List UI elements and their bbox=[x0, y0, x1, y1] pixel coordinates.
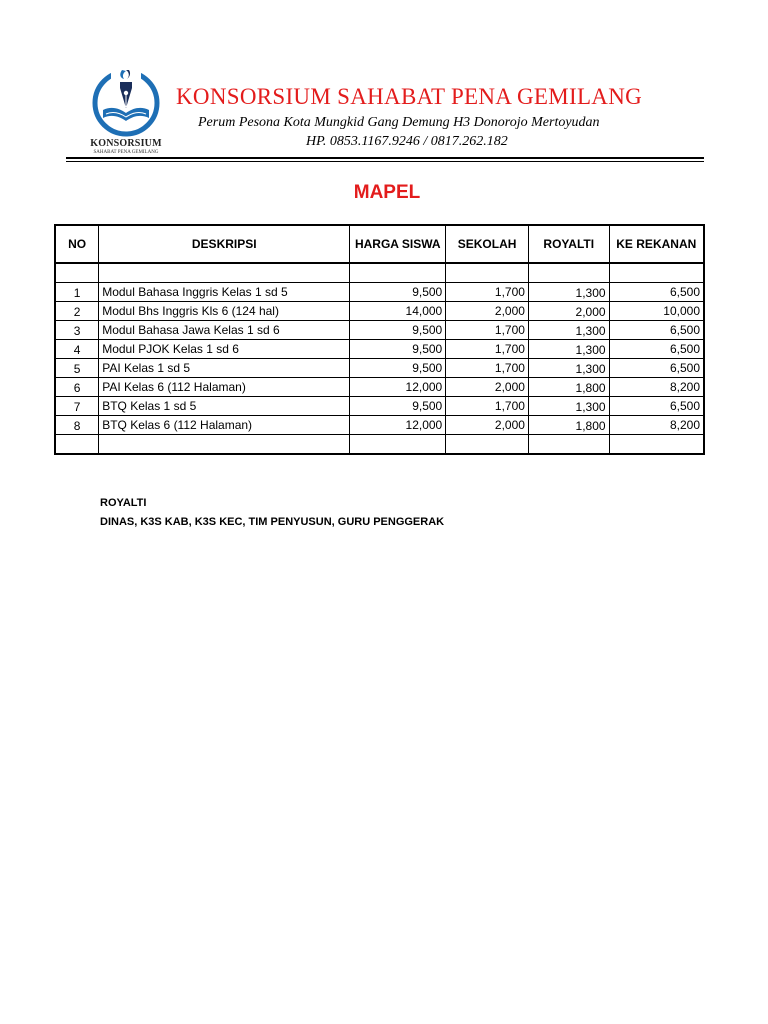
row-no: 1 bbox=[55, 283, 99, 302]
organization-address: Perum Pesona Kota Mungkid Gang Demung H3 Donorojo Mertoyudan bbox=[198, 115, 600, 130]
row-royalti: 1,800 bbox=[528, 378, 609, 397]
table-row bbox=[55, 416, 704, 435]
table-row bbox=[55, 283, 704, 302]
row-harga-siswa: 9,500 bbox=[350, 340, 446, 359]
row-ke-rekanan: 6,500 bbox=[609, 321, 704, 340]
letterhead-divider bbox=[66, 157, 704, 159]
row-no: 6 bbox=[55, 378, 99, 397]
row-harga-siswa: 9,500 bbox=[350, 397, 446, 416]
row-sekolah: 1,700 bbox=[446, 321, 529, 340]
table-row bbox=[55, 378, 704, 397]
row-ke-rekanan: 6,500 bbox=[609, 340, 704, 359]
row-description: PAI Kelas 1 sd 5 bbox=[99, 359, 350, 378]
empty-cell bbox=[446, 263, 529, 283]
table-header-row bbox=[55, 225, 704, 263]
column-header-sekolah: SEKOLAH bbox=[446, 225, 529, 263]
row-harga-siswa: 14,000 bbox=[350, 302, 446, 321]
empty-cell bbox=[528, 435, 609, 455]
row-sekolah: 2,000 bbox=[446, 378, 529, 397]
row-ke-rekanan: 8,200 bbox=[609, 378, 704, 397]
empty-cell bbox=[446, 435, 529, 455]
row-harga-siswa: 12,000 bbox=[350, 378, 446, 397]
row-sekolah: 1,700 bbox=[446, 340, 529, 359]
row-no: 7 bbox=[55, 397, 99, 416]
table-row bbox=[55, 359, 704, 378]
logo-text: KONSORSIUM bbox=[90, 138, 162, 149]
organization-name: KONSORSIUM SAHABAT PENA GEMILANG bbox=[176, 84, 643, 109]
row-harga-siswa: 12,000 bbox=[350, 416, 446, 435]
letterhead-divider-thin bbox=[66, 161, 704, 162]
logo-subtext: SAHABAT PENA GEMILANG bbox=[93, 150, 159, 155]
organization-phone: HP. 0853.1167.9246 / 0817.262.182 bbox=[306, 134, 508, 149]
row-royalti: 2,000 bbox=[528, 302, 609, 321]
row-ke-rekanan: 8,200 bbox=[609, 416, 704, 435]
row-description: Modul Bahasa Jawa Kelas 1 sd 6 bbox=[99, 321, 350, 340]
row-no: 3 bbox=[55, 321, 99, 340]
pen-book-emblem-icon bbox=[89, 66, 163, 140]
empty-row bbox=[55, 263, 704, 283]
row-ke-rekanan: 10,000 bbox=[609, 302, 704, 321]
row-sekolah: 1,700 bbox=[446, 359, 529, 378]
row-description: Modul Bahasa Inggris Kelas 1 sd 5 bbox=[99, 283, 350, 302]
royalty-label: ROYALTI bbox=[100, 497, 147, 509]
empty-cell bbox=[609, 263, 704, 283]
row-no: 4 bbox=[55, 340, 99, 359]
row-no: 8 bbox=[55, 416, 99, 435]
row-description: PAI Kelas 6 (112 Halaman) bbox=[99, 378, 350, 397]
row-royalti: 1,300 bbox=[528, 397, 609, 416]
empty-cell bbox=[528, 263, 609, 283]
row-royalti: 1,300 bbox=[528, 340, 609, 359]
row-sekolah: 2,000 bbox=[446, 416, 529, 435]
row-royalti: 1,300 bbox=[528, 359, 609, 378]
column-header-royalti: ROYALTI bbox=[528, 225, 609, 263]
row-sekolah: 2,000 bbox=[446, 302, 529, 321]
document-title: MAPEL bbox=[353, 182, 421, 203]
royalty-notes bbox=[100, 494, 444, 532]
column-header-harga-siswa: HARGA SISWA bbox=[350, 225, 446, 263]
row-royalti: 1,800 bbox=[528, 416, 609, 435]
royalty-recipients: DINAS, K3S KAB, K3S KEC, TIM PENYUSUN, GURU PENGGERAK bbox=[100, 516, 445, 528]
column-header-deskripsi: DESKRIPSI bbox=[99, 225, 350, 263]
empty-cell bbox=[99, 263, 350, 283]
row-ke-rekanan: 6,500 bbox=[609, 359, 704, 378]
row-no: 5 bbox=[55, 359, 99, 378]
row-description: BTQ Kelas 1 sd 5 bbox=[99, 397, 350, 416]
column-header-no: NO bbox=[55, 225, 99, 263]
row-description: Modul Bhs Inggris Kls 6 (124 hal) bbox=[99, 302, 350, 321]
table-row bbox=[55, 321, 704, 340]
empty-cell bbox=[350, 263, 446, 283]
row-ke-rekanan: 6,500 bbox=[609, 283, 704, 302]
row-description: BTQ Kelas 6 (112 Halaman) bbox=[99, 416, 350, 435]
row-sekolah: 1,700 bbox=[446, 283, 529, 302]
table-row bbox=[55, 302, 704, 321]
row-description: Modul PJOK Kelas 1 sd 6 bbox=[99, 340, 350, 359]
price-table bbox=[54, 224, 705, 455]
table-row bbox=[55, 397, 704, 416]
row-harga-siswa: 9,500 bbox=[350, 283, 446, 302]
row-royalti: 1,300 bbox=[528, 283, 609, 302]
consortium-logo bbox=[78, 66, 174, 158]
row-sekolah: 1,700 bbox=[446, 397, 529, 416]
empty-cell bbox=[609, 435, 704, 455]
table-row bbox=[55, 340, 704, 359]
empty-row bbox=[55, 435, 704, 455]
empty-cell bbox=[55, 263, 99, 283]
empty-cell bbox=[99, 435, 350, 455]
column-header-ke-rekanan: KE REKANAN bbox=[609, 225, 704, 263]
row-harga-siswa: 9,500 bbox=[350, 359, 446, 378]
empty-cell bbox=[55, 435, 99, 455]
empty-cell bbox=[350, 435, 446, 455]
row-harga-siswa: 9,500 bbox=[350, 321, 446, 340]
row-ke-rekanan: 6,500 bbox=[609, 397, 704, 416]
row-no: 2 bbox=[55, 302, 99, 321]
row-royalti: 1,300 bbox=[528, 321, 609, 340]
